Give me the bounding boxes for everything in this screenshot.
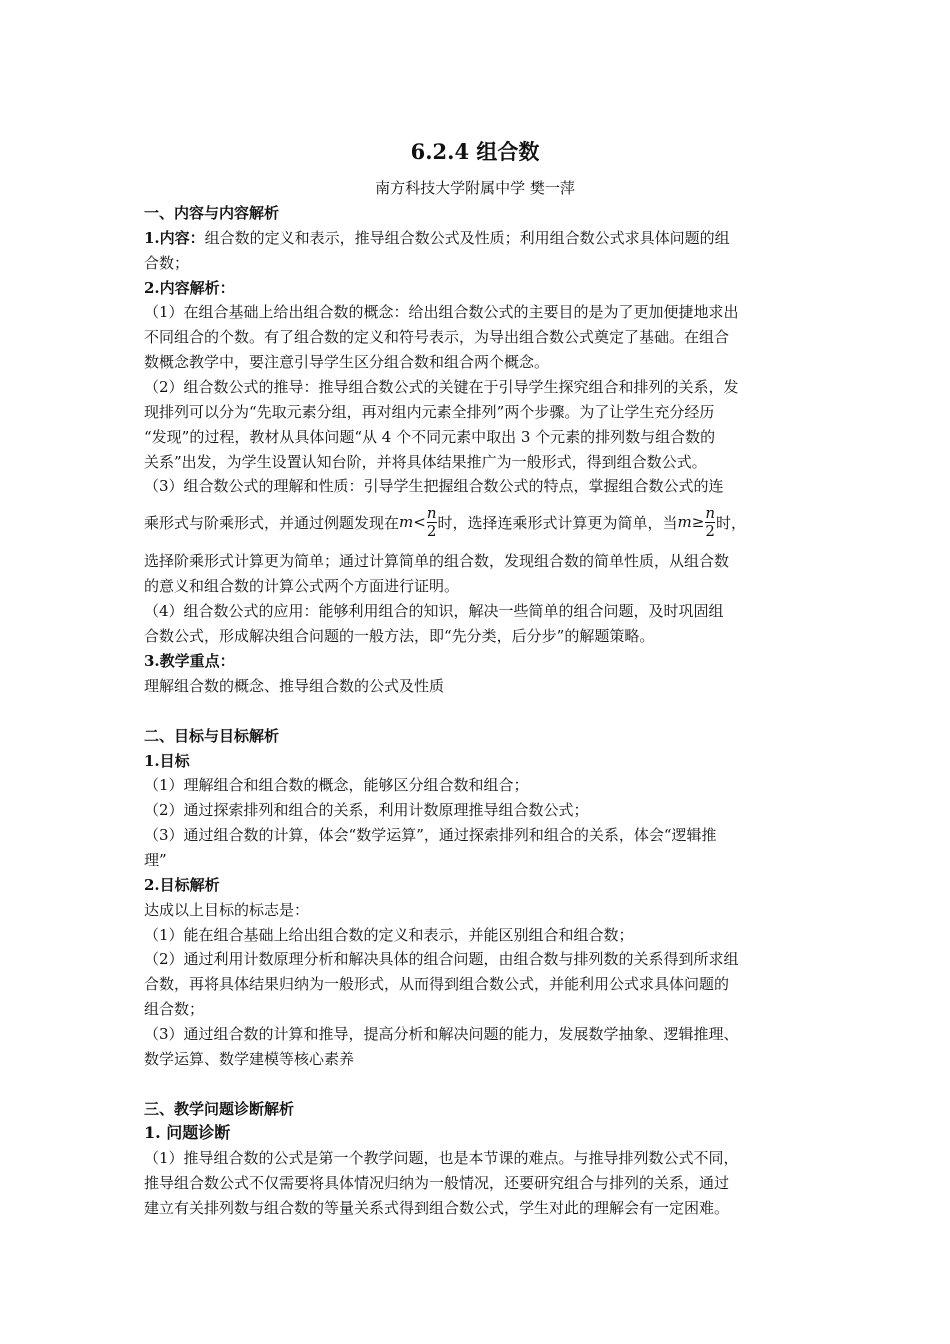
goal-analysis-label: 2.目标解析 [144, 876, 220, 894]
p3-text-c: 时， [716, 513, 747, 532]
paragraph-1-line-3: 数概念教学中，要注意引导学生区分组合数和组合两个概念。 [144, 353, 550, 371]
analysis-2-line-2: 合数，再将具体结果归纳为一般形式，从而得到组合数公式，并能利用公式求具体问题的 [144, 975, 730, 993]
paragraph-2-line-4: 关系”出发，为学生设置认知台阶，并将具体结果推广为一般形式，得到组合数公式。 [144, 453, 707, 471]
section-3-heading: 三、教学问题诊断解析 [144, 1100, 295, 1118]
section-1-heading: 一、内容与内容解析 [144, 204, 280, 222]
diagnosis-1-line-1: （1）推导组合数的公式是第一个教学问题，也是本节课的难点。与推导排列数公式不同， [144, 1149, 739, 1167]
diagnosis-1-line-3: 建立有关排列数与组合数的等量关系式得到组合数公式，学生对此的理解会有一定困难。 [144, 1199, 730, 1217]
greater-equal-sign: ≥ [691, 513, 705, 531]
diagnosis-1-line-2: 推导组合数公式不仅需要将具体情况归纳为一般情况，还要研究组合与排列的关系，通过 [144, 1174, 730, 1192]
section-2-heading: 二、目标与目标解析 [144, 727, 280, 745]
goal-analysis-intro: 达成以上目标的标志是： [144, 901, 310, 919]
variable-m: m [399, 513, 414, 531]
analysis-2-line-3: 组合数； [144, 1000, 205, 1018]
paragraph-4-line-2: 合数公式，形成解决组合问题的一般方法，即“先分类，后分步”的解题策略。 [144, 627, 655, 645]
p3-text-b: 时，选择连乘形式计算更为简单，当 [437, 513, 678, 532]
content-line-1 [144, 228, 730, 248]
goal-3-line-1: （3）通过组合数的计算，体会“数学运算”，通过探索排列和组合的关系，体会“逻辑推 [144, 826, 717, 844]
analysis-1: （1）能在组合基础上给出组合数的定义和表示，并能区别组合和组合数； [144, 926, 634, 944]
author-line: 南方科技大学附属中学 樊一萍 [375, 179, 575, 197]
content-text: 组合数的定义和表示，推导组合数公式及性质；利用组合数公式求具体问题的组 [204, 229, 730, 247]
goal-label: 1.目标 [144, 752, 190, 770]
diagnosis-label: 1. 问题诊断 [144, 1123, 231, 1142]
teaching-focus-text: 理解组合数的概念、推导组合数的公式及性质 [144, 677, 445, 695]
goal-2: （2）通过探索排列和组合的关系，利用计数原理推导组合数公式； [144, 801, 589, 819]
paragraph-3-line-3: 选择阶乘形式计算更为简单；通过计算简单的组合数，发现组合数的简单性质，从组合数 [144, 552, 730, 570]
paragraph-4-line-1: （4）组合数公式的应用：能够利用组合的知识，解决一些简单的组合问题，及时巩固组 [144, 602, 724, 620]
paragraph-2-line-2: 现排列可以分为“先取元素分组，再对组内元素全排列”两个步骤。为了让学生充分经历 [144, 403, 715, 421]
p3-text-a: 乘形式与阶乘形式，并通过例题发现在 [144, 513, 400, 532]
fraction-numerator: n [705, 503, 715, 522]
fraction-n-over-2 [705, 505, 715, 540]
paragraph-2-line-1: （2）组合数公式的推导：推导组合数公式的关键在于引导学生探究组合和排列的关系，发 [144, 378, 739, 396]
analysis-3-line-1: （3）通过组合数的计算和推导，提高分析和解决问题的能力，发展数学抽象、逻辑推理、 [144, 1025, 739, 1043]
content-label: 1.内容： [144, 229, 205, 247]
paragraph-1-line-2: 不同组合的个数。有了组合数的定义和符号表示，为导出组合数公式奠定了基础。在组合 [144, 328, 730, 346]
fraction-n-over-2 [427, 505, 437, 540]
content-line-2: 合数； [144, 254, 190, 272]
paragraph-2-line-3: “发现”的过程，教材从具体问题“从 4 个不同元素中取出 3 个元素的排列数与组合数的 [144, 428, 716, 446]
teaching-focus-label: 3.教学重点： [144, 652, 235, 670]
paragraph-3-line-1: （3）组合数公式的理解和性质：引导学生把握组合数公式的特点，掌握组合数公式的连 [144, 477, 724, 495]
variable-m: m [677, 513, 692, 531]
goal-1: （1）理解组合和组合数的概念，能够区分组合数和组合； [144, 776, 529, 794]
analysis-2-line-1: （2）通过利用计数原理分析和解决具体的组合问题，由组合数与排列数的关系得到所求组 [144, 950, 739, 968]
page-title: 6.2.4 组合数 [410, 139, 540, 164]
paragraph-3-line-4: 的意义和组合数的计算公式两个方面进行证明。 [144, 577, 460, 595]
paragraph-3-line-2 [144, 500, 746, 544]
fraction-denominator: 2 [426, 521, 437, 540]
fraction-denominator: 2 [705, 521, 715, 540]
less-than-sign: < [413, 513, 426, 531]
content-analysis-label: 2.内容解析： [144, 279, 235, 297]
paragraph-1-line-1: （1）在组合基础上给出组合数的概念：给出组合数公式的主要目的是为了更加便捷地求出 [144, 303, 739, 321]
goal-3-line-2: 理” [144, 851, 167, 869]
analysis-3-line-2: 数学运算、数学建模等核心素养 [144, 1050, 355, 1068]
fraction-numerator: n [426, 503, 437, 522]
